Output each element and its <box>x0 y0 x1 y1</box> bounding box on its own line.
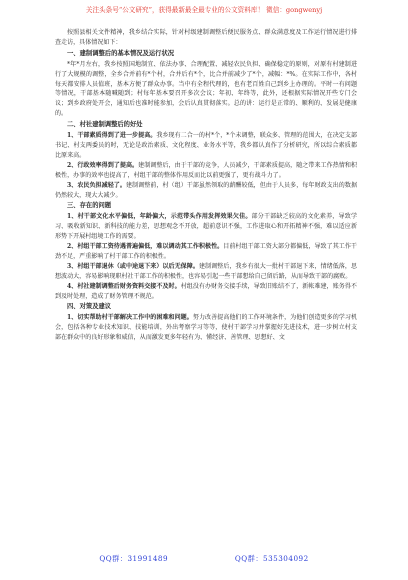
section-heading-4: 四、对策及建议 <box>67 303 112 311</box>
paragraph-7-text: 建制调整后，我乡有很大一批村干部退下来，情绪低落，思想波动大，容易影响现职村社干部工作的积极性，也容易引起一些干部想给自己留后路，从而导致干部的腐败。 <box>55 262 357 280</box>
paragraph-6-lead: 2、村组干部工资待遇普遍偏低，难以调动其工作积极性。 <box>67 243 224 251</box>
intro-paragraph: 按照县相关文件精神，我乡结合实际，针对村级建制调整后便民服务点、群众满意度及工作运行情况进行排查走访，具体情况如下： <box>55 29 357 46</box>
paragraph-4-lead: 3、农民负担减轻了。 <box>67 181 126 189</box>
paragraph-4-text: 建制调整前，村（组）干部虽然领取的薪酬较低，但由于人员多，每年财政支出的数据仍然较大，现大大减少。 <box>55 181 357 199</box>
paragraph-5-lead: 1、村干部文化水平偏低，年龄偏大，示范带头作用发挥效果欠佳。 <box>67 213 252 221</box>
paragraph-9-text: 努力改善提高他们的工作环境条件，为他们创造更多的学习机会，包括各种专业技术知识、技能培训，外出考察学习等等，使村干部学习并掌握好先进技术，进一步树立村支部在群众中的良好形象和威信，从而激发更多年轻有为、懂经济、善管理、思想好、文 <box>55 314 357 342</box>
section-heading-1: 一、建制调整后的基本情况及运行状况 <box>67 49 175 57</box>
paragraph-7-lead: 3、村组干部退休（或中途退下来）以后无保障。 <box>67 262 199 270</box>
section-heading-2: 二、村社建制调整后的好处 <box>67 121 143 129</box>
paragraph-5-text: 部分干部缺乏较高的文化素养，导致学习、吸收新知识、新科技的能力差，思想观念不开放，超前意识不强，工作进取心和开拓精神不强，难以适应新形势下开展村组境工作的需要。 <box>55 213 357 241</box>
section-heading-3: 三、存在的问题 <box>67 202 112 210</box>
watermark-banner <box>48 6 360 15</box>
document-body <box>55 28 357 343</box>
paragraph-9-lead: 1、切实帮助村干部解决工作中的困难和问题。 <box>67 314 193 322</box>
paragraph-8 <box>55 282 357 302</box>
paragraph-3-lead: 2、行政效率得到了提高。 <box>67 161 139 169</box>
paragraph-6-text: 目前村组干部工资大部分都偏低，导致了其工作干劲不足，严重影响了村干部工作的积极性。 <box>55 243 357 260</box>
footer-contact <box>0 554 408 564</box>
qq-group-2: QQ群：535304092 <box>234 554 309 563</box>
paragraph-4 <box>55 181 357 201</box>
paragraph-2-lead: 1、干部素质得到了进一步提高。 <box>67 132 157 140</box>
banner-line: 关注头条号“公文研究”，获得最新最全最专业的公文资料库！ 微信：gongwenyj <box>85 6 323 14</box>
paragraph-1: *年*月左右，我乡按照国地制宜、依法办事、合理配置、减轻农民负担、确保稳定的原则，对原有村建制进行了大规模的调整，全乡合并前有*个村，合并后有*个，比合并前减少了*个，减幅：*%。在实际工作中，各村每天都安排人员值班，基本方便了群众办事。当中有全程代理的，也有老百姓自己到乡上办理的。平时一有问题等情况，干部基本随喊随到；村每年基本要召开多次会议；年初、年终等，此外，还根据实际情况开些专门会议；到乡政府处开会，通知后也准时能参加，会后认真贯彻落实。总的讲：运行是正常的、顺利的、发展是健康的。 <box>55 60 357 118</box>
paragraph-2 <box>55 131 357 161</box>
paragraph-5 <box>55 212 357 242</box>
paragraph-3 <box>55 161 357 181</box>
paragraph-8-lead: 4、村社建制调整后财务资料交接不及时。 <box>67 282 181 290</box>
paragraph-8-text: 村组没有办财务交接手续，导致旧账结不了，新帐难建，账务得不到及时处理，造成了财务管理不规范。 <box>55 282 357 300</box>
paragraph-9 <box>55 313 357 343</box>
paragraph-2-text: 我乡现有二合一的村*个，*个未调整，联众多、管理的范围大，在决定支部书记、村支两委员的时，无论是政治素质、文化程度、业务水平等，我乡都认真作了分析研究，所以综合素质都比原来高。 <box>55 132 357 159</box>
paragraph-7 <box>55 262 357 282</box>
qq-group-1: QQ群：31991489 <box>99 554 169 563</box>
paragraph-3-text: 建制调整后，由于干部的竞争，人员减少，干部素质提高，随之带来工作热情和积极性，办事的效率也提高了，村组干部的整体作用反而比以前更强了，更有战斗力了。 <box>55 161 357 179</box>
paragraph-6 <box>55 242 357 262</box>
